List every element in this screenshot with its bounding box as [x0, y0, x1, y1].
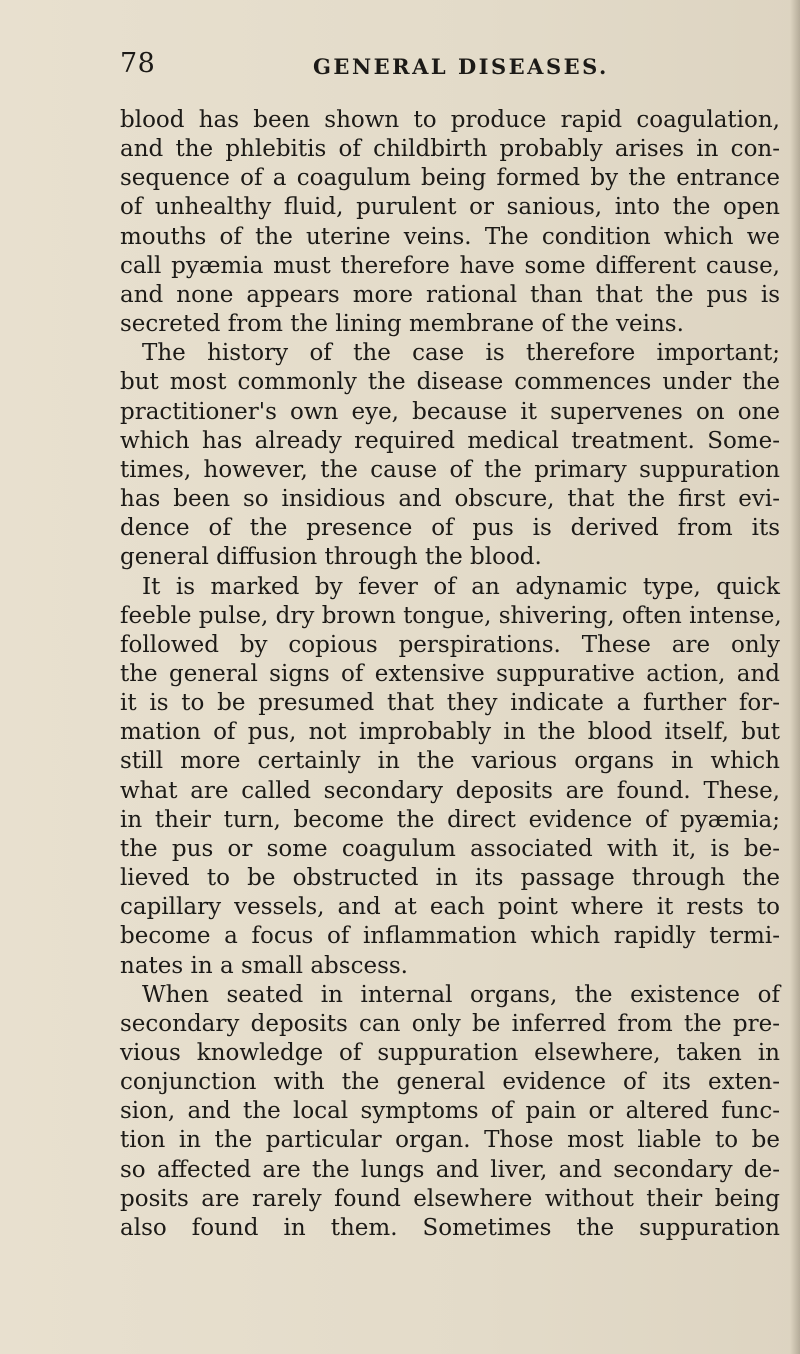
text-line: secondary deposits can only be inferred from the pre- [120, 1010, 780, 1037]
text-line: sequence of a coagulum being formed by the entrance [120, 165, 780, 192]
text-line: tion in the particular organ. Those most liable to be [120, 1127, 780, 1154]
text-line: vious knowledge of suppuration elsewhere, taken in [120, 1040, 780, 1066]
text-line: it is to be presumed that they indicate a further for- [120, 690, 780, 717]
page-edge-shadow [790, 0, 800, 1354]
running-head: GENERAL DISEASES. [313, 54, 609, 79]
text-line: which has already required medical treatment. Some- [120, 427, 780, 454]
text-line: secreted from the lining membrane of the veins. [120, 311, 684, 338]
text-line: times, however, the cause of the primary suppuration [120, 456, 780, 483]
text-line: mouths of the uterine veins. The condition which we [120, 223, 780, 250]
text-line: lieved to be obstructed in its passage through the [120, 865, 780, 892]
text-line: blood has been shown to produce rapid coagulation, [120, 107, 780, 133]
text-line: has been so insidious and obscure, that the first evi- [120, 486, 780, 513]
text-line: When seated in internal organs, the existence of [142, 981, 780, 1008]
text-line: sion, and the local symptoms of pain or altered func- [120, 1098, 780, 1125]
text-line: of unhealthy fluid, purulent or sanious, into the open [120, 194, 780, 221]
text-line: what are called secondary deposits are found. These, [120, 777, 780, 804]
text-line: dence of the presence of pus is derived from its [120, 515, 780, 542]
text-line: mation of pus, not improbably in the blood itself, but [120, 719, 780, 746]
text-line: still more certainly in the various organs in which [120, 748, 780, 775]
text-line: It is marked by fever of an adynamic type, quick [142, 573, 780, 600]
text-line: conjunction with the general evidence of its exten- [120, 1069, 780, 1096]
text-line: posits are rarely found elsewhere without their being [120, 1185, 780, 1212]
text-line: and none appears more rational than that the pus is [120, 281, 780, 308]
text-line: the general signs of extensive suppurative action, and [120, 660, 780, 687]
text-line: call pyæmia must therefore have some different cause, [120, 252, 780, 279]
text-line: general diffusion through the blood. [120, 544, 542, 571]
text-line: become a focus of inflammation which rapidly termi- [120, 923, 780, 950]
text-line: followed by copious perspirations. These are only [120, 631, 780, 658]
text-line: feeble pulse, dry brown tongue, shivering, often intense, [120, 602, 782, 629]
text-line: but most commonly the disease commences under the [120, 369, 780, 396]
text-line: also found in them. Sometimes the suppuration [120, 1214, 780, 1241]
text-line: capillary vessels, and at each point where it rests to [120, 894, 780, 921]
page-number: 78 [120, 48, 156, 79]
text-line: practitioner's own eye, because it supervenes on one [120, 398, 780, 425]
text-line: The history of the case is therefore important; [142, 340, 780, 367]
text-line: nates in a small abscess. [120, 952, 408, 979]
text-line: the pus or some coagulum associated with it, is be- [120, 835, 780, 862]
text-line: and the phlebitis of childbirth probably arises in con- [120, 136, 780, 163]
text-line: in their turn, become the direct evidence of pyæmia; [120, 806, 780, 833]
text-line: so affected are the lungs and liver, and secondary de- [120, 1156, 780, 1183]
body-text [120, 106, 780, 1243]
